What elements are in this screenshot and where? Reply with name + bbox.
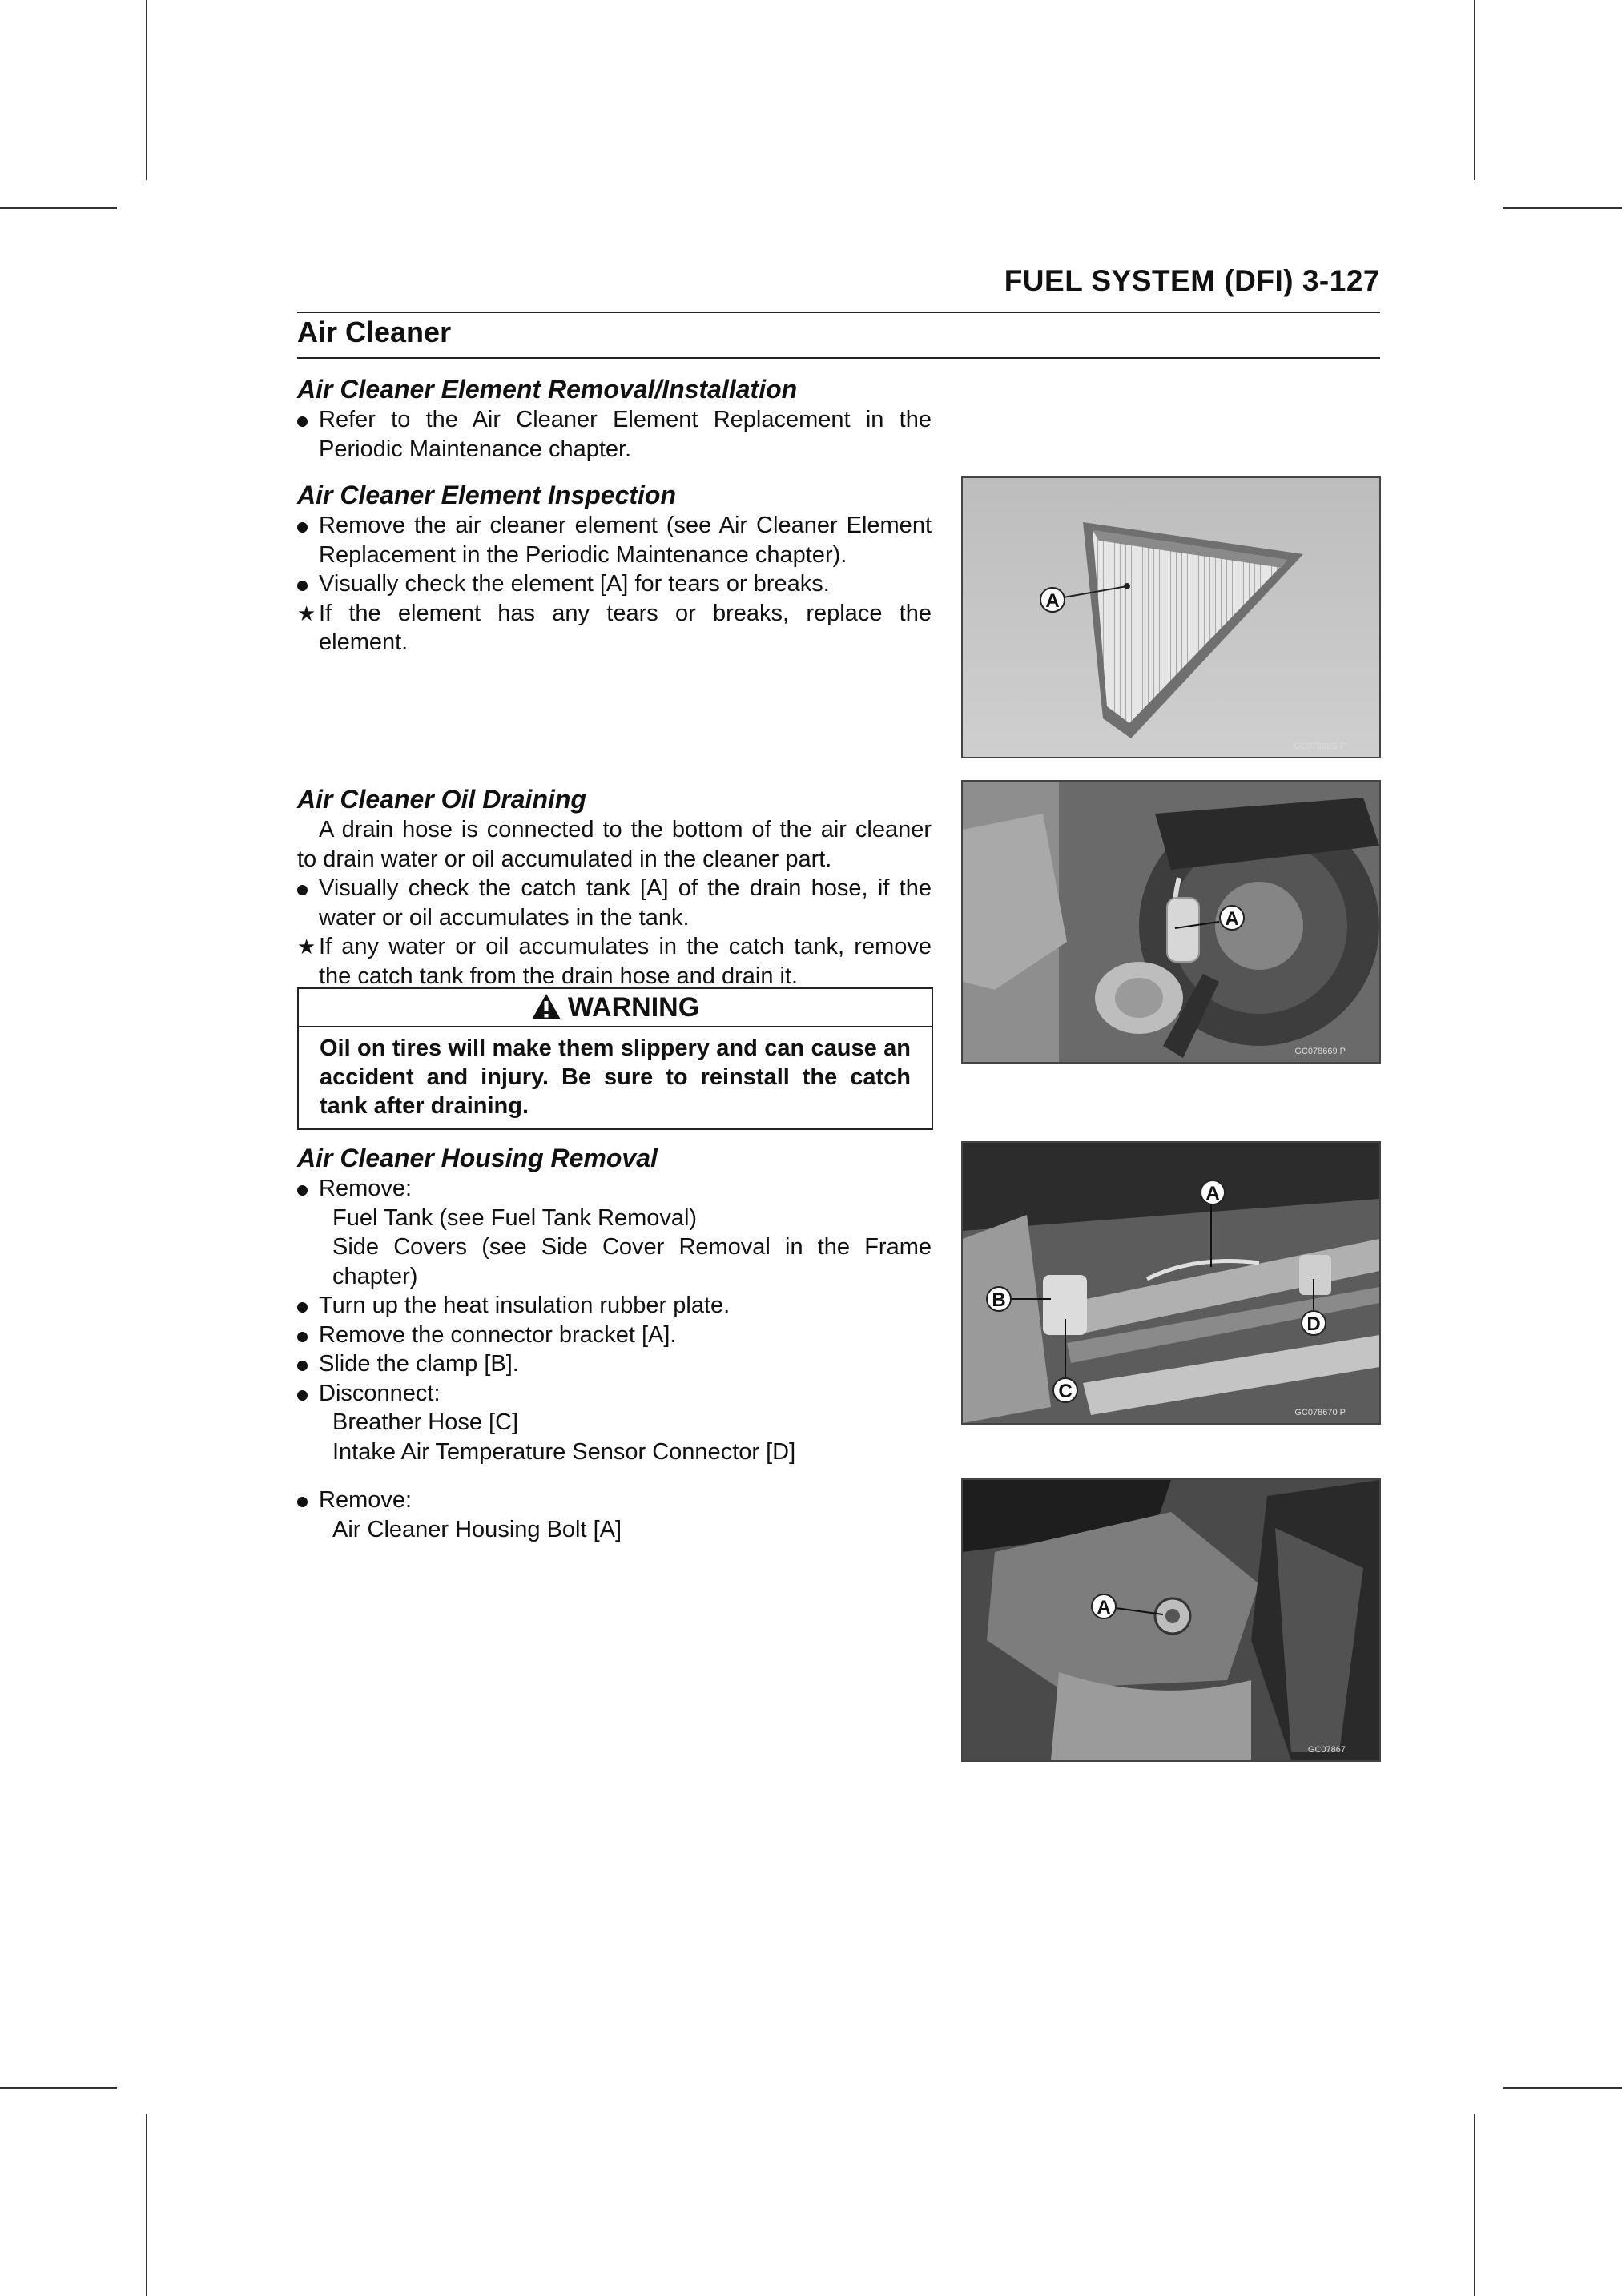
crop-mark <box>1474 2114 1475 2296</box>
bullet-icon <box>297 1486 319 1515</box>
warning-label: WARNING <box>567 992 700 1023</box>
bullet-item: Visually check the catch tank [A] of the drain hose, if the water or oil accumulates in the tank. <box>297 874 932 932</box>
bullet-item: Remove: <box>297 1174 932 1204</box>
bullet-item: Remove the air cleaner element (see Air Cleaner Element Replacement in the Periodic Maintenance chapter). <box>297 511 932 569</box>
crop-mark <box>0 207 117 209</box>
bullet-icon <box>297 874 319 903</box>
bullet-icon <box>297 1174 319 1204</box>
bullet-icon <box>297 1291 319 1321</box>
section-title: Air Cleaner <box>297 316 452 348</box>
bullet-icon <box>297 405 319 435</box>
callout-label: A <box>1045 590 1060 612</box>
warning-text: Oil on tires will make them slippery and can cause an accident and injury. Be sure to reinstall the catch tank after draining. <box>320 1035 911 1119</box>
oil-draining-block <box>297 783 932 991</box>
subheading: Air Cleaner Element Inspection <box>297 481 677 509</box>
figure-code: GC07867 <box>1307 1745 1346 1755</box>
header-rule <box>297 312 1380 313</box>
subheading: Air Cleaner Housing Removal <box>297 1144 658 1172</box>
star-icon: ★ <box>297 601 316 625</box>
bullet-item: Remove the connector bracket [A]. <box>297 1321 932 1350</box>
figure-housing-bolt <box>961 1478 1381 1762</box>
bullet-item: Disconnect: <box>297 1379 932 1409</box>
star-item: ★ If the element has any tears or breaks, replace the element. <box>297 600 932 655</box>
section-rule <box>297 357 1380 359</box>
bullet-item: Visually check the element [A] for tears or breaks. <box>297 569 932 599</box>
subheading: Air Cleaner Element Removal/Installation <box>297 375 798 404</box>
figure-code: GC078669 P <box>1294 1047 1346 1056</box>
star-item: ★ If any water or oil accumulates in the catch tank, remove the catch tank from the drain hose and drain it. <box>297 934 932 989</box>
bullet-item: Remove: <box>297 1486 932 1515</box>
bullet-icon <box>297 1321 319 1350</box>
inspection-block <box>297 479 932 657</box>
bullet-icon <box>297 1349 319 1379</box>
sub-item: Air Cleaner Housing Bolt [A] <box>332 1516 622 1542</box>
crop-mark <box>0 2087 117 2089</box>
bullet-icon <box>297 511 319 541</box>
figure-code: GC07868S P <box>1294 742 1346 751</box>
crop-mark <box>1503 207 1622 209</box>
bullet-item: Refer to the Air Cleaner Element Replacement in the Periodic Maintenance chapter. <box>297 405 932 464</box>
subheading: Air Cleaner Oil Draining <box>297 785 586 814</box>
figure-housing-connectors <box>961 1141 1381 1425</box>
crop-mark <box>146 0 147 180</box>
figure-code: GC078670 P <box>1294 1408 1346 1417</box>
bullet-item: Turn up the heat insulation rubber plate. <box>297 1291 932 1321</box>
paragraph: A drain hose is connected to the bottom of the air cleaner to drain water or oil accumulated in the cleaner part. <box>297 817 932 872</box>
callout-label: D <box>1306 1313 1321 1335</box>
callout-label: C <box>1058 1381 1073 1402</box>
housing-removal-block <box>297 1142 932 1544</box>
callout-label: B <box>992 1289 1006 1311</box>
figure-catch-tank <box>961 780 1381 1064</box>
star-icon: ★ <box>297 935 316 959</box>
sub-item: Fuel Tank (see Fuel Tank Removal) <box>332 1204 698 1231</box>
warning-triangle-icon <box>531 993 561 1020</box>
sub-item: Intake Air Temperature Sensor Connector [D] <box>332 1438 796 1465</box>
crop-mark <box>1474 0 1475 180</box>
figure-air-cleaner-element <box>961 476 1381 758</box>
removal-install-block <box>297 373 932 464</box>
callout-label: A <box>1225 908 1239 930</box>
warning-header <box>299 989 932 1027</box>
bullet-item: Slide the clamp [B]. <box>297 1349 932 1379</box>
warning-box <box>297 987 933 1130</box>
crop-mark <box>1503 2087 1622 2089</box>
bullet-icon <box>297 1379 319 1409</box>
page-header: FUEL SYSTEM (DFI) 3-127 <box>1004 264 1380 297</box>
sub-item: Breather Hose [C] <box>332 1409 519 1435</box>
callout-label: A <box>1205 1183 1220 1204</box>
callout-label: A <box>1097 1597 1111 1618</box>
crop-mark <box>146 2114 147 2296</box>
bullet-icon <box>297 569 319 599</box>
sub-item: Side Covers (see Side Cover Removal in the Frame chapter) <box>332 1234 932 1289</box>
